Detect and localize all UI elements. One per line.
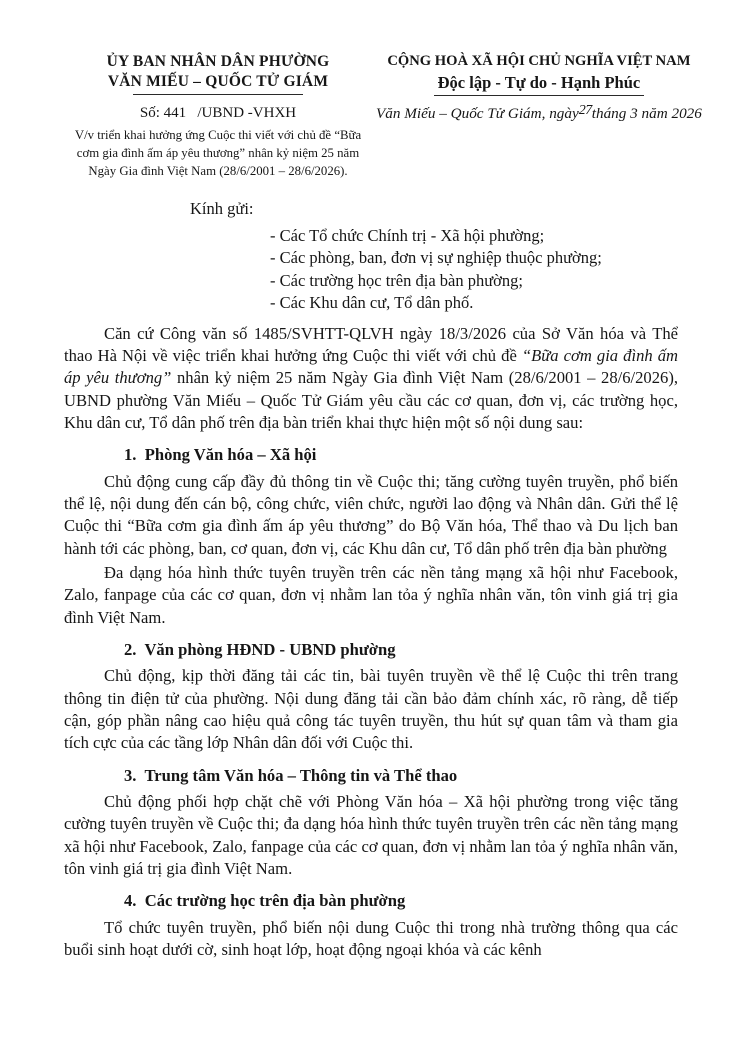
recipient-list xyxy=(270,225,678,315)
section-heading-3: 3. Trung tâm Văn hóa – Thông tin và Thể thao xyxy=(124,765,458,785)
national-motto-block xyxy=(372,52,702,123)
agency-name-line1: ỦY BAN NHÂN DÂN PHƯỜNG xyxy=(106,53,330,70)
recipient-item: - Các Khu dân cư, Tổ dân phố. xyxy=(270,293,474,313)
section-heading-1: 1. Phòng Văn hóa – Xã hội xyxy=(124,445,317,465)
document-subject-abstract: V/v triển khai hưởng ứng Cuộc thi viết với chủ đề “Bữa cơm gia đình ấm áp yêu thương” nhân kỷ niệm 25 năm Ngày Gia đình Việt Nam (28/6/2001 – 28/6/2026). xyxy=(74,128,362,179)
place-and-date-line xyxy=(376,102,702,123)
intro-paragraph xyxy=(64,323,678,435)
section-2-paragraph: Chủ động, kịp thời đăng tải các tin, bài tuyên truyền về thể lệ Cuộc thi trên trang thông tin điện tử của phường. Nội dung đăng tải cần bảo đảm chính xác, rõ ràng, dễ tiếp cận, góp phần nâng cao hiệu quả công tác tuyên truyền, thu hút sự quan tâm và tham gia tích cực của các tầng lớp Nhân dân đối với Cuộc thi. xyxy=(64,666,678,753)
document-number: Số: 441 /UBND -VHXH xyxy=(139,105,297,122)
issuing-agency-block xyxy=(64,52,372,181)
intro-part2: nhân kỷ niệm 25 năm Ngày Gia đình Việt Nam (28/6/2001 – 28/6/2026), UBND phường Văn Miếu – Quốc Tử Giám yêu cầu các cơ quan, đơn vị, các trường học, Khu dân cư, Tổ dân phố trên địa bàn triển khai thực hiện một số nội dung sau: xyxy=(64,368,678,432)
recipient-item: - Các Tổ chức Chính trị - Xã hội phường; xyxy=(270,226,545,245)
intro-part1: Căn cứ Công văn số 1485/SVHTT-QLVH ngày 18/3/2026 của Sở Văn hóa và Thể thao Hà Nội về việc triển khai hưởng ứng Cuộc thi viết với chủ đề xyxy=(64,323,678,366)
recipient-item: - Các phòng, ban, đơn vị sự nghiệp thuộc phường; xyxy=(270,248,602,268)
agency-name-line2: VĂN MIẾU – QUỐC TỬ GIÁM xyxy=(107,73,329,91)
document-header xyxy=(64,52,702,181)
section-heading-2: 2. Văn phòng HĐND - UBND phường xyxy=(124,639,396,659)
section-1-paragraph: Chủ động cung cấp đầy đủ thông tin về Cuộc thi; tăng cường tuyên truyền, phổ biến thể lệ, nội dung đến cán bộ, công chức, viên chức, người lao động và Nhân dân. Gửi thể lệ Cuộc thi “Bữa cơm gia đình ấm áp yêu thương” do Bộ Văn hóa, Thể thao và Du lịch ban hành tới các phòng, ban, cơ quan, đơn vị, các Khu dân cư, Tổ dân phố trên địa bàn phường xyxy=(64,471,678,558)
agency-name-underline xyxy=(133,94,303,95)
section-4-paragraph: Tổ chức tuyên truyền, phổ biến nội dung Cuộc thi trong nhà trường thông qua các buổi sinh hoạt dưới cờ, sinh hoạt lớp, hoạt động ngoại khóa và các kênh xyxy=(64,917,678,959)
section-3-paragraph: Chủ động phối hợp chặt chẽ với Phòng Văn hóa – Xã hội phường trong việc tăng cường tuyên truyền về Cuộc thi; đa dạng hóa hình thức tuyên truyền trên các nền tảng mạng xã hội như Facebook, Zalo, fanpage của các cơ quan, đơn vị nhằm lan tỏa ý nghĩa nhân văn, tôn vinh giá trị gia đình Việt Nam. xyxy=(64,791,678,878)
contest-theme-italic: “Bữa cơm gia đình ấm áp yêu thương” xyxy=(64,346,678,388)
section-heading-4: 4. Các trường học trên địa bàn phường xyxy=(124,891,406,911)
national-title: CỘNG HOÀ XÃ HỘI CHỦ NGHĨA VIỆT NAM xyxy=(387,53,691,69)
dateline-prefix: Văn Miếu – Quốc Tử Giám, ngày xyxy=(376,104,579,122)
dateline-suffix: tháng 3 năm 2026 xyxy=(591,104,702,122)
section-1-paragraph: Đa dạng hóa hình thức tuyên truyền trên các nền tảng mạng xã hội như Facebook, Zalo, fanpage của các cơ quan, đơn vị nhằm lan tỏa ý nghĩa nhân văn, tôn vinh giá trị gia đình Việt Nam. xyxy=(64,562,678,627)
handwritten-day: 27 xyxy=(578,102,592,118)
recipient-item: - Các trường học trên địa bàn phường; xyxy=(270,270,523,290)
document-body xyxy=(64,323,678,961)
national-motto: Độc lập - Tự do - Hạnh Phúc xyxy=(434,72,645,96)
salutation: Kính gửi: xyxy=(190,199,254,218)
